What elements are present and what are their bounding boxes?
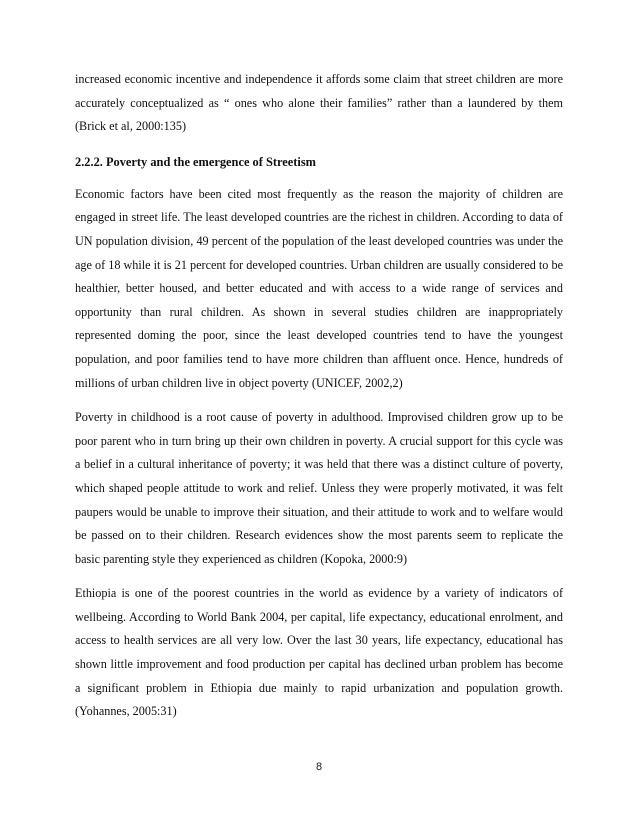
section-heading: 2.2.2. Poverty and the emergence of Streetism xyxy=(75,154,316,169)
page-body xyxy=(75,68,563,735)
page-number: 8 xyxy=(315,761,323,773)
paragraph-ethiopia: Ethiopia is one of the poorest countries in the world as evidence by a variety of indicators of wellbeing. According to World Bank 2004, per capital, life expectancy, educational enrolment, and access to health services are all very low. Over the last 30 years, life expectancy, educational has shown little improvement and food production per capital has declined urban problem has become a significant problem in Ethiopia due mainly to rapid urbanization and population growth. (Yohannes, 2005:31) xyxy=(75,586,563,719)
paragraph-childhood-poverty: Poverty in childhood is a root cause of poverty in adulthood. Improvised children grow up to be poor parent who in turn bring up their own children in poverty. A crucial support for this cycle was a belief in a cultural inheritance of poverty; it was held that there was a distinct culture of poverty, which shaped people attitude to work and relief. Unless they were properly motivated, it was felt paupers would be unable to improve their situation, and their attitude to work and to welfare would be passed on to their children. Research evidences show the most parents seem to replicate the basic parenting style they experienced as children (Kopoka, 2000:9) xyxy=(75,410,563,566)
paragraph-economic-factors: Economic factors have been cited most frequently as the reason the majority of children are engaged in street life. The least developed countries are the richest in children. According to data of UN population division, 49 percent of the population of the least developed countries was under the age of 18 while it is 21 percent for developed countries. Urban children are usually considered to be healthier, better housed, and better educated and with access to a wide range of services and opportunity than rural children. As shown in several studies children are inappropriately represented doming the poor, since the least developed countries tend to have the youngest population, and poor families tend to have more children than affluent once. Hence, hundreds of millions of urban children live in object poverty (UNICEF, 2002,2) xyxy=(75,186,563,390)
paragraph-continued: increased economic incentive and independence it affords some claim that street children are more accurately conceptualized as “ ones who alone their families” rather than a laundered by them (Brick et al, 2000:135) xyxy=(75,72,563,134)
